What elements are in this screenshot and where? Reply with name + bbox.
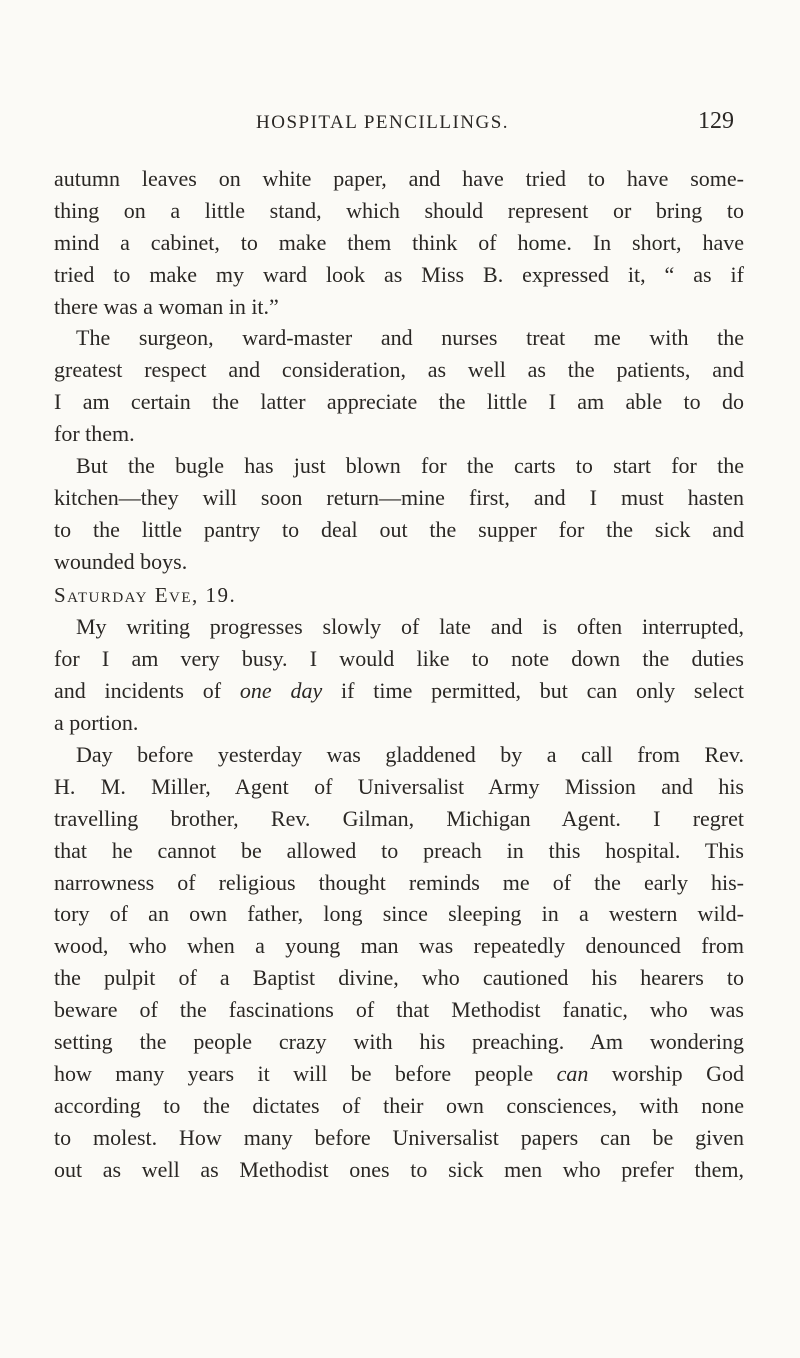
text-line	[54, 675, 744, 707]
text-line: thing on a little stand, which should represent or bring to	[54, 197, 744, 223]
text-line: tried to make my ward look as Miss B. expressed it, “ as if	[54, 261, 744, 287]
page-header	[0, 108, 800, 142]
text-line: I am certain the latter appreciate the little I am able to do	[54, 389, 744, 415]
text-line: mind a cabinet, to make them think of home. In short, have	[54, 229, 744, 255]
text-line: wood, who when a young man was repeatedly denounced from	[54, 933, 744, 959]
text-line: But the bugle has just blown for the carts to start for the	[76, 453, 744, 479]
text-line: beware of the fascinations of that Methodist fanatic, who was	[54, 997, 744, 1023]
text-line	[54, 1058, 744, 1090]
text-segment: worship God	[588, 1060, 744, 1086]
text-line: for them.	[54, 421, 135, 447]
text-line: setting the people crazy with his preaching. Am wondering	[54, 1029, 744, 1055]
italic-phrase: one day	[239, 678, 323, 704]
text-line: out as well as Methodist ones to sick men who prefer them,	[54, 1156, 744, 1182]
text-line: Day before yesterday was gladdened by a call from Rev.	[76, 742, 744, 768]
text-line: to the little pantry to deal out the supper for the sick and	[54, 516, 744, 542]
text-line: autumn leaves on white paper, and have tried to have some-	[54, 166, 744, 191]
text-line: H. M. Miller, Agent of Universalist Army Mission and his	[54, 773, 744, 799]
text-segment: and incidents of	[54, 678, 240, 704]
text-segment: if time permitted, but can only select	[322, 678, 744, 704]
text-segment: how many years it will be before people	[54, 1060, 557, 1086]
text-line: that he cannot be allowed to preach in this hospital. This	[54, 837, 744, 863]
text-line: according to the dictates of their own consciences, with none	[54, 1092, 744, 1118]
running-title: HOSPITAL PENCILLINGS.	[256, 112, 510, 133]
text-line: to molest. How many before Universalist papers can be given	[54, 1124, 744, 1150]
dateline: Saturday Eve, 19.	[54, 582, 237, 607]
text-line: tory of an own father, long since sleeping in a western wild-	[54, 901, 744, 927]
text-line: The surgeon, ward-master and nurses treat me with the	[76, 325, 744, 351]
body-text	[54, 163, 744, 1186]
text-line: the pulpit of a Baptist divine, who cautioned his hearers to	[54, 965, 744, 991]
text-line: narrowness of religious thought reminds me of the early his-	[54, 869, 744, 895]
text-line: greatest respect and consideration, as well as the patients, and	[54, 357, 744, 383]
italic-phrase: can	[556, 1060, 589, 1086]
text-line: My writing progresses slowly of late and is often interrupted,	[76, 614, 744, 640]
text-line: for I am very busy. I would like to note down the duties	[54, 646, 744, 672]
text-line: wounded boys.	[54, 548, 188, 574]
text-line: a portion.	[54, 710, 139, 736]
text-line: there was a woman in it.”	[54, 293, 279, 319]
text-line: travelling brother, Rev. Gilman, Michigan Agent. I regret	[54, 805, 744, 831]
text-line: kitchen—they will soon return—mine first, and I must hasten	[54, 484, 744, 510]
page-number: 129	[698, 108, 734, 134]
